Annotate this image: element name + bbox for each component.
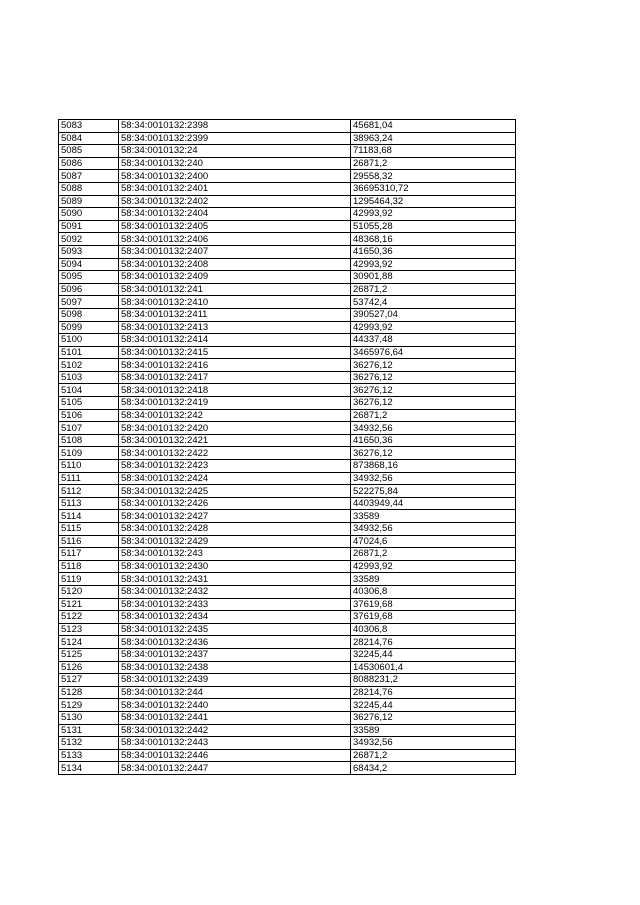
table-row (59, 497, 516, 510)
value-cell: 30901,88 (351, 271, 516, 284)
value-cell: 26871,2 (351, 157, 516, 170)
cadastral-number-cell: 58:34:0010132:2438 (119, 661, 351, 674)
row-number-cell: 5111 (59, 472, 119, 485)
cadastral-number-cell: 58:34:0010132:2432 (119, 585, 351, 598)
cadastral-number-cell: 58:34:0010132:24 (119, 145, 351, 158)
value-cell: 34932,56 (351, 422, 516, 435)
table-row (59, 346, 516, 359)
row-number-cell: 5132 (59, 737, 119, 750)
value-cell: 873868,16 (351, 460, 516, 473)
value-cell: 53742,4 (351, 296, 516, 309)
table-row (59, 523, 516, 536)
table-row (59, 724, 516, 737)
value-cell: 28214,76 (351, 686, 516, 699)
table-row (59, 485, 516, 498)
cadastral-number-cell: 58:34:0010132:242 (119, 409, 351, 422)
value-cell: 3465976,64 (351, 346, 516, 359)
cadastral-number-cell: 58:34:0010132:2427 (119, 510, 351, 523)
value-cell: 51055,28 (351, 220, 516, 233)
row-number-cell: 5120 (59, 585, 119, 598)
table-row (59, 661, 516, 674)
cadastral-number-cell: 58:34:0010132:2410 (119, 296, 351, 309)
row-number-cell: 5119 (59, 573, 119, 586)
row-number-cell: 5134 (59, 762, 119, 775)
value-cell: 44337,48 (351, 334, 516, 347)
row-number-cell: 5083 (59, 120, 119, 133)
row-number-cell: 5130 (59, 711, 119, 724)
row-number-cell: 5100 (59, 334, 119, 347)
table-row (59, 548, 516, 561)
value-cell: 36276,12 (351, 447, 516, 460)
value-cell: 42993,92 (351, 258, 516, 271)
value-cell: 4403949,44 (351, 497, 516, 510)
cadastral-number-cell: 58:34:0010132:2405 (119, 220, 351, 233)
row-number-cell: 5117 (59, 548, 119, 561)
cadastral-number-cell: 58:34:0010132:2446 (119, 749, 351, 762)
row-number-cell: 5085 (59, 145, 119, 158)
row-number-cell: 5106 (59, 409, 119, 422)
table-row (59, 623, 516, 636)
cadastral-number-cell: 58:34:0010132:2436 (119, 636, 351, 649)
cadastral-number-cell: 58:34:0010132:2442 (119, 724, 351, 737)
row-number-cell: 5116 (59, 535, 119, 548)
cadastral-number-cell: 58:34:0010132:2443 (119, 737, 351, 750)
value-cell: 26871,2 (351, 749, 516, 762)
row-number-cell: 5107 (59, 422, 119, 435)
value-cell: 28214,76 (351, 636, 516, 649)
value-cell: 36276,12 (351, 371, 516, 384)
table-row (59, 132, 516, 145)
row-number-cell: 5128 (59, 686, 119, 699)
table-row (59, 384, 516, 397)
value-cell: 32245,44 (351, 699, 516, 712)
cadastral-number-cell: 58:34:0010132:2420 (119, 422, 351, 435)
table-row (59, 321, 516, 334)
row-number-cell: 5092 (59, 233, 119, 246)
value-cell: 32245,44 (351, 648, 516, 661)
row-number-cell: 5124 (59, 636, 119, 649)
table-row (59, 120, 516, 133)
cadastral-number-cell: 58:34:0010132:2425 (119, 485, 351, 498)
value-cell: 14530601,4 (351, 661, 516, 674)
value-cell: 40306,8 (351, 585, 516, 598)
cadastral-number-cell: 58:34:0010132:2399 (119, 132, 351, 145)
row-number-cell: 5097 (59, 296, 119, 309)
table-row (59, 447, 516, 460)
cadastral-number-cell: 58:34:0010132:2415 (119, 346, 351, 359)
value-cell: 71183,68 (351, 145, 516, 158)
cadastral-number-cell: 58:34:0010132:2431 (119, 573, 351, 586)
cadastral-number-cell: 58:34:0010132:2447 (119, 762, 351, 775)
cadastral-number-cell: 58:34:0010132:2398 (119, 120, 351, 133)
cadastral-number-cell: 58:34:0010132:2416 (119, 359, 351, 372)
table-row (59, 397, 516, 410)
value-cell: 34932,56 (351, 472, 516, 485)
cadastral-number-cell: 58:34:0010132:2434 (119, 611, 351, 624)
cadastral-number-cell: 58:34:0010132:2419 (119, 397, 351, 410)
table-row (59, 762, 516, 775)
cadastral-number-cell: 58:34:0010132:241 (119, 283, 351, 296)
cadastral-number-cell: 58:34:0010132:2409 (119, 271, 351, 284)
row-number-cell: 5103 (59, 371, 119, 384)
cadastral-number-cell: 58:34:0010132:2417 (119, 371, 351, 384)
table-row (59, 686, 516, 699)
table-row (59, 737, 516, 750)
value-cell: 36276,12 (351, 397, 516, 410)
table-row (59, 245, 516, 258)
row-number-cell: 5093 (59, 245, 119, 258)
cadastral-number-cell: 58:34:0010132:2421 (119, 434, 351, 447)
table-row (59, 283, 516, 296)
table-row (59, 472, 516, 485)
row-number-cell: 5129 (59, 699, 119, 712)
cadastral-number-cell: 58:34:0010132:2400 (119, 170, 351, 183)
value-cell: 36276,12 (351, 711, 516, 724)
cadastral-number-cell: 58:34:0010132:2435 (119, 623, 351, 636)
value-cell: 34932,56 (351, 737, 516, 750)
row-number-cell: 5095 (59, 271, 119, 284)
table-row (59, 573, 516, 586)
value-cell: 45681,04 (351, 120, 516, 133)
table-row (59, 145, 516, 158)
row-number-cell: 5113 (59, 497, 119, 510)
table-row (59, 409, 516, 422)
table-row (59, 699, 516, 712)
table-row (59, 271, 516, 284)
row-number-cell: 5105 (59, 397, 119, 410)
cadastral-number-cell: 58:34:0010132:2404 (119, 208, 351, 221)
cadastral-number-cell: 58:34:0010132:2441 (119, 711, 351, 724)
row-number-cell: 5133 (59, 749, 119, 762)
value-cell: 37619,68 (351, 598, 516, 611)
table-row (59, 359, 516, 372)
cadastral-number-cell: 58:34:0010132:2418 (119, 384, 351, 397)
cadastral-number-cell: 58:34:0010132:240 (119, 157, 351, 170)
cadastral-number-cell: 58:34:0010132:2422 (119, 447, 351, 460)
cadastral-number-cell: 58:34:0010132:2440 (119, 699, 351, 712)
cadastral-number-cell: 58:34:0010132:2437 (119, 648, 351, 661)
value-cell: 42993,92 (351, 560, 516, 573)
row-number-cell: 5127 (59, 674, 119, 687)
table-row (59, 371, 516, 384)
table-row (59, 182, 516, 195)
value-cell: 34932,56 (351, 523, 516, 536)
table-row (59, 434, 516, 447)
value-cell: 26871,2 (351, 548, 516, 561)
table-row (59, 460, 516, 473)
value-cell: 33589 (351, 573, 516, 586)
value-cell: 41650,36 (351, 434, 516, 447)
row-number-cell: 5131 (59, 724, 119, 737)
value-cell: 390527,04 (351, 308, 516, 321)
value-cell: 36276,12 (351, 359, 516, 372)
cadastral-number-cell: 58:34:0010132:244 (119, 686, 351, 699)
table-row (59, 674, 516, 687)
cadastral-number-cell: 58:34:0010132:2414 (119, 334, 351, 347)
row-number-cell: 5125 (59, 648, 119, 661)
table-row (59, 195, 516, 208)
row-number-cell: 5088 (59, 182, 119, 195)
row-number-cell: 5115 (59, 523, 119, 536)
cadastral-number-cell: 58:34:0010132:2433 (119, 598, 351, 611)
row-number-cell: 5089 (59, 195, 119, 208)
cadastral-number-cell: 58:34:0010132:2426 (119, 497, 351, 510)
table-row (59, 258, 516, 271)
cadastral-number-cell: 58:34:0010132:2424 (119, 472, 351, 485)
table-row (59, 711, 516, 724)
cadastral-number-cell: 58:34:0010132:2439 (119, 674, 351, 687)
table-row (59, 157, 516, 170)
value-cell: 33589 (351, 510, 516, 523)
table-row (59, 560, 516, 573)
value-cell: 42993,92 (351, 321, 516, 334)
table-row (59, 422, 516, 435)
cadastral-number-cell: 58:34:0010132:2408 (119, 258, 351, 271)
table-row (59, 636, 516, 649)
table-row (59, 296, 516, 309)
row-number-cell: 5108 (59, 434, 119, 447)
row-number-cell: 5123 (59, 623, 119, 636)
row-number-cell: 5109 (59, 447, 119, 460)
row-number-cell: 5096 (59, 283, 119, 296)
cadastral-number-cell: 58:34:0010132:2406 (119, 233, 351, 246)
row-number-cell: 5104 (59, 384, 119, 397)
cadastral-number-cell: 58:34:0010132:2402 (119, 195, 351, 208)
cadastral-number-cell: 58:34:0010132:2428 (119, 523, 351, 536)
value-cell: 48368,16 (351, 233, 516, 246)
value-cell: 36695310,72 (351, 182, 516, 195)
value-cell: 26871,2 (351, 409, 516, 422)
row-number-cell: 5094 (59, 258, 119, 271)
table-row (59, 334, 516, 347)
value-cell: 68434,2 (351, 762, 516, 775)
row-number-cell: 5101 (59, 346, 119, 359)
cadastral-number-cell: 58:34:0010132:243 (119, 548, 351, 561)
table-row (59, 510, 516, 523)
table-body (59, 120, 516, 775)
row-number-cell: 5091 (59, 220, 119, 233)
cadastral-number-cell: 58:34:0010132:2430 (119, 560, 351, 573)
table-row (59, 170, 516, 183)
table-row (59, 220, 516, 233)
value-cell: 41650,36 (351, 245, 516, 258)
cadastral-number-cell: 58:34:0010132:2407 (119, 245, 351, 258)
table-row (59, 308, 516, 321)
cadastral-number-cell: 58:34:0010132:2413 (119, 321, 351, 334)
row-number-cell: 5090 (59, 208, 119, 221)
value-cell: 8088231,2 (351, 674, 516, 687)
cadastral-number-cell: 58:34:0010132:2423 (119, 460, 351, 473)
value-cell: 29558,32 (351, 170, 516, 183)
row-number-cell: 5086 (59, 157, 119, 170)
table-row (59, 611, 516, 624)
row-number-cell: 5084 (59, 132, 119, 145)
table-row (59, 233, 516, 246)
value-cell: 1295464,32 (351, 195, 516, 208)
row-number-cell: 5112 (59, 485, 119, 498)
row-number-cell: 5110 (59, 460, 119, 473)
row-number-cell: 5121 (59, 598, 119, 611)
value-cell: 33589 (351, 724, 516, 737)
table-row (59, 208, 516, 221)
table-row (59, 749, 516, 762)
cadastral-number-cell: 58:34:0010132:2401 (119, 182, 351, 195)
value-cell: 47024,6 (351, 535, 516, 548)
table-row (59, 648, 516, 661)
value-cell: 26871,2 (351, 283, 516, 296)
value-cell: 37619,68 (351, 611, 516, 624)
row-number-cell: 5098 (59, 308, 119, 321)
row-number-cell: 5102 (59, 359, 119, 372)
value-cell: 38963,24 (351, 132, 516, 145)
data-table (58, 119, 516, 775)
row-number-cell: 5126 (59, 661, 119, 674)
row-number-cell: 5114 (59, 510, 119, 523)
value-cell: 40306,8 (351, 623, 516, 636)
value-cell: 36276,12 (351, 384, 516, 397)
cadastral-number-cell: 58:34:0010132:2411 (119, 308, 351, 321)
row-number-cell: 5118 (59, 560, 119, 573)
table-row (59, 535, 516, 548)
row-number-cell: 5087 (59, 170, 119, 183)
cadastral-number-cell: 58:34:0010132:2429 (119, 535, 351, 548)
table-row (59, 598, 516, 611)
table-row (59, 585, 516, 598)
row-number-cell: 5099 (59, 321, 119, 334)
row-number-cell: 5122 (59, 611, 119, 624)
value-cell: 522275,84 (351, 485, 516, 498)
value-cell: 42993,92 (351, 208, 516, 221)
